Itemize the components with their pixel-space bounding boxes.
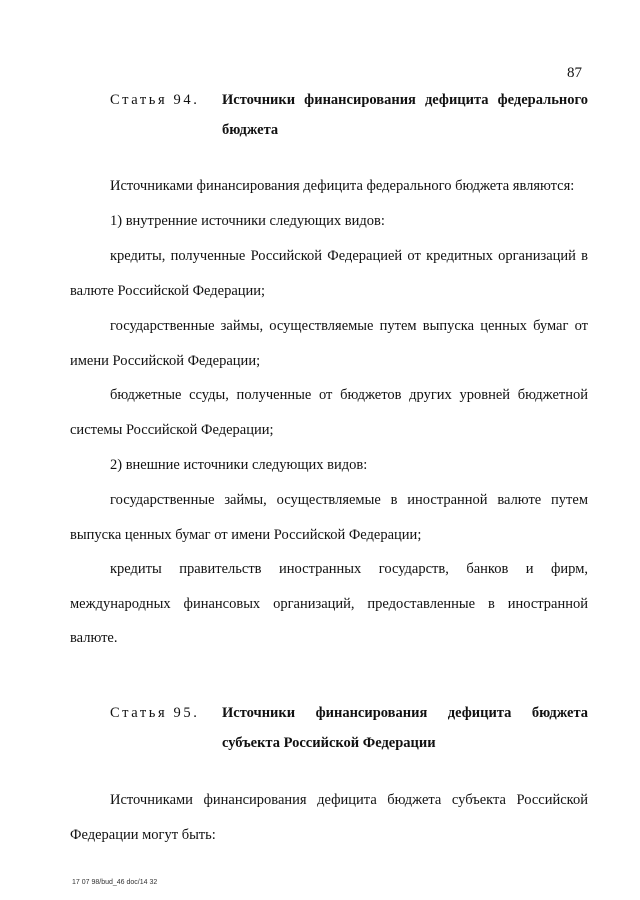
- paragraph: государственные займы, осуществляемые в иностранной валюте путем выпуска ценных бумаг от имени Российской Федерации;: [70, 492, 588, 543]
- article-94-heading: [110, 85, 588, 145]
- paragraph: 2) внешние источники следующих видов:: [110, 457, 368, 473]
- paragraph: Источниками финансирования дефицита федерального бюджета являются:: [110, 178, 575, 194]
- page-number: 87: [567, 65, 582, 81]
- article-94-title-line2: бюджета: [222, 122, 279, 138]
- paragraph: кредиты, полученные Российской Федерацией от кредитных организаций в валюте Российской Федерации;: [70, 248, 588, 299]
- paragraph: кредиты правительств иностранных государств, банков и фирм, международных финансовых организаций, предоставленные в иностранной валюте.: [70, 561, 588, 646]
- paragraph: бюджетные ссуды, полученные от бюджетов других уровней бюджетной системы Российской Федерации;: [70, 387, 588, 438]
- paragraph: 1) внутренние источники следующих видов:: [110, 213, 385, 229]
- article-94-title: [222, 85, 588, 145]
- article-95-heading: [110, 698, 588, 758]
- article-95-title: [222, 698, 588, 758]
- article-94-title-line1: Источники финансирования дефицита федерального: [222, 92, 588, 108]
- footer-file-reference: 17 07 98/bud_46 doc/14 32: [72, 879, 158, 886]
- paragraph: государственные займы, осуществляемые путем выпуска ценных бумаг от имени Российской Федерации;: [70, 318, 588, 369]
- article-94-label: Статья 94.: [110, 92, 200, 108]
- paragraph: Источниками финансирования дефицита бюджета субъекта Российской Федерации могут быть:: [70, 792, 588, 843]
- article-95-title-line2: субъекта Российской Федерации: [222, 735, 436, 751]
- article-95-title-line1: Источники финансирования дефицита бюджета: [222, 705, 588, 721]
- article-95-label: Статья 95.: [110, 705, 200, 721]
